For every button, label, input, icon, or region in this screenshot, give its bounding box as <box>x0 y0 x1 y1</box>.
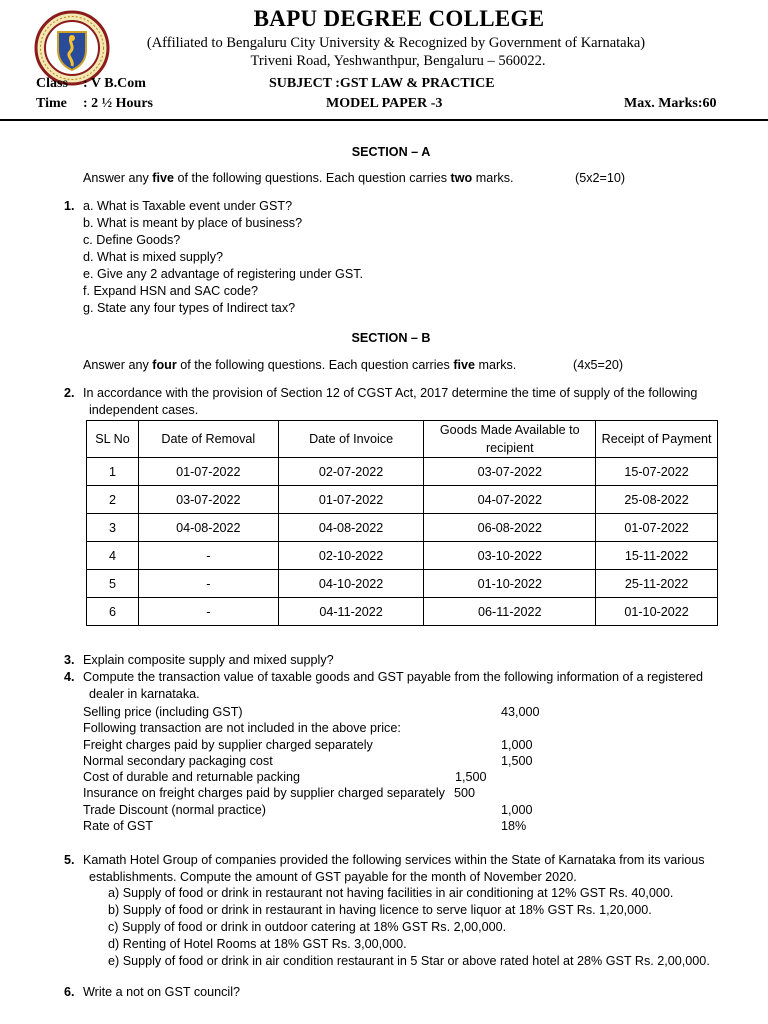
table-cell: 04-07-2022 <box>424 486 596 514</box>
list-item: e) Supply of food or drink in air condition restaurant in 5 Star or above rated hotel at 28% GST Rs. 2,00,000. <box>108 954 710 968</box>
table-cell: 3 <box>87 514 139 542</box>
time-value: : 2 ½ Hours <box>83 96 153 111</box>
time-label: Time <box>36 96 67 111</box>
question-2-text-line1: In accordance with the provision of Section 12 of CGST Act, 2017 determine the time of supply of the following <box>83 386 698 400</box>
list-item: Rate of GST 18% <box>83 819 527 834</box>
list-item: Cost of durable and returnable packing 1,500 <box>83 770 487 785</box>
affiliation-line: (Affiliated to Bengaluru City University & Recognized by Government of Karnataka) <box>146 35 646 51</box>
table-cell: 03-07-2022 <box>138 486 278 514</box>
table-row <box>87 486 718 514</box>
header-divider <box>0 119 768 121</box>
table-cell: - <box>138 598 278 626</box>
section-b-instructions: Answer any four of the following questions. Each question carries five marks. <box>83 358 517 372</box>
question-4-data-list <box>83 704 603 834</box>
question-6-text: Write a not on GST council? <box>83 985 241 999</box>
table-cell: 25-11-2022 <box>596 570 718 598</box>
list-item: c) Supply of food or drink in outdoor catering at 18% GST Rs. 2,00,000. <box>108 920 507 934</box>
list-item: d. What is mixed supply? <box>83 250 223 264</box>
class-value: : V B.Com <box>83 76 146 91</box>
list-item: a) Supply of food or drink in restaurant not having facilities in air conditioning at 12% GST Rs. 40,000. <box>108 886 674 900</box>
list-item: f. Expand HSN and SAC code? <box>83 284 259 298</box>
table-cell: 04-11-2022 <box>278 598 424 626</box>
question-1-number: 1. <box>64 199 75 213</box>
table-cell: 2 <box>87 486 139 514</box>
college-name: BAPU DEGREE COLLEGE <box>253 6 545 31</box>
table-cell: 15-07-2022 <box>596 458 718 486</box>
question-2-number: 2. <box>64 386 75 400</box>
column-header: Date of Removal <box>138 421 278 458</box>
question-4-text-line1: Compute the transaction value of taxable goods and GST payable from the following information of a registered <box>83 670 704 684</box>
list-item: b. What is meant by place of business? <box>83 216 303 230</box>
table-cell: 02-07-2022 <box>278 458 424 486</box>
table-cell: 01-10-2022 <box>596 598 718 626</box>
table-cell: 06-08-2022 <box>424 514 596 542</box>
table-row <box>87 570 718 598</box>
column-header: SL No <box>87 421 139 458</box>
list-item: b) Supply of food or drink in restaurant in having licence to serve liquor at 18% GST Rs. 1,20,000. <box>108 903 652 917</box>
question-6-number: 6. <box>64 985 75 999</box>
list-item: Insurance on freight charges paid by supplier charged separately 500 <box>83 786 476 801</box>
column-header: Date of Invoice <box>278 421 424 458</box>
table-cell: 04-08-2022 <box>138 514 278 542</box>
table-cell: 01-10-2022 <box>424 570 596 598</box>
section-b-marks: (4x5=20) <box>573 358 624 372</box>
table-cell: 03-10-2022 <box>424 542 596 570</box>
table-cell: 5 <box>87 570 139 598</box>
section-a-title: SECTION – A <box>351 145 431 159</box>
question-2-text-line2: independent cases. <box>89 403 199 417</box>
table-cell: - <box>138 570 278 598</box>
question-5-list <box>108 885 710 970</box>
table-cell: 25-08-2022 <box>596 486 718 514</box>
list-item: Trade Discount (normal practice) 1,000 <box>83 802 533 817</box>
address-line: Triveni Road, Yeshwanthpur, Bengaluru – 560022. <box>250 53 546 69</box>
table-cell: 04-08-2022 <box>278 514 424 542</box>
table-cell: 02-10-2022 <box>278 542 424 570</box>
table-row <box>87 458 718 486</box>
max-marks: Max. Marks:60 <box>624 96 717 111</box>
table-row <box>87 598 718 626</box>
table-cell: 01-07-2022 <box>278 486 424 514</box>
class-label: Class <box>36 76 68 91</box>
question-1-list <box>83 198 363 317</box>
question-4-text-line2: dealer in karnataka. <box>89 687 200 701</box>
question-5-number: 5. <box>64 853 75 867</box>
question-3-number: 3. <box>64 653 75 667</box>
list-item: g. State any four types of Indirect tax? <box>83 301 296 315</box>
table-cell: 1 <box>87 458 139 486</box>
subject-title: SUBJECT :GST LAW & PRACTICE <box>269 76 495 91</box>
column-header: Goods Made Available to recipient <box>424 421 596 458</box>
list-item: c. Define Goods? <box>83 233 181 247</box>
list-item: Freight charges paid by supplier charged separately 1,000 <box>83 737 533 752</box>
table-cell: - <box>138 542 278 570</box>
section-a-marks: (5x2=10) <box>575 171 626 185</box>
time-of-supply-table <box>86 420 718 626</box>
question-5-text-line1: Kamath Hotel Group of companies provided the following services within the State of Karnataka from its various <box>83 853 705 867</box>
section-a-instructions: Answer any five of the following questions. Each question carries two marks. <box>83 171 514 185</box>
column-header: Receipt of Payment <box>596 421 718 458</box>
list-item: a. What is Taxable event under GST? <box>83 199 293 213</box>
table-cell: 6 <box>87 598 139 626</box>
list-item: d) Renting of Hotel Rooms at 18% GST Rs. 3,00,000. <box>108 937 407 951</box>
list-item: e. Give any 2 advantage of registering under GST. <box>83 267 364 281</box>
question-5-text-line2: establishments. Compute the amount of GST payable for the month of November 2020. <box>89 870 577 884</box>
table-cell: 03-07-2022 <box>424 458 596 486</box>
question-4-number: 4. <box>64 670 75 684</box>
paper-title: MODEL PAPER -3 <box>326 96 443 111</box>
question-3-text: Explain composite supply and mixed supply? <box>83 653 334 667</box>
table-header-row <box>87 421 718 458</box>
table-cell: 06-11-2022 <box>424 598 596 626</box>
table-cell: 04-10-2022 <box>278 570 424 598</box>
table-cell: 01-07-2022 <box>596 514 718 542</box>
table-cell: 01-07-2022 <box>138 458 278 486</box>
table-row <box>87 514 718 542</box>
table-cell: 15-11-2022 <box>596 542 718 570</box>
table-row <box>87 542 718 570</box>
list-item: Selling price (including GST) 43,000 <box>83 705 540 719</box>
list-item: Following transaction are not included in the above price: <box>83 721 401 736</box>
table-cell: 4 <box>87 542 139 570</box>
section-b-title: SECTION – B <box>351 331 431 345</box>
list-item: Normal secondary packaging cost 1,500 <box>83 753 533 768</box>
